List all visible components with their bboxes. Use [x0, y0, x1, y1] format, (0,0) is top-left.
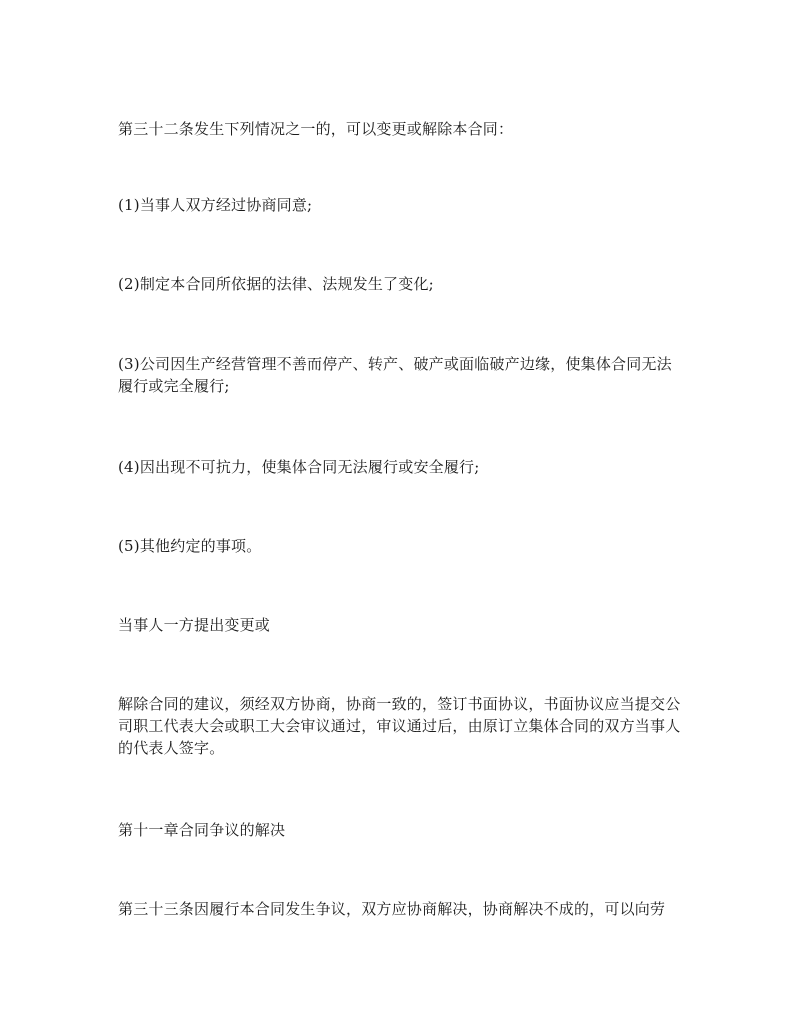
list-item-3: (3)公司因生产经营管理不善而停产、转产、破产或面临破产边缘，使集体合同无法履行或完全履行;: [118, 355, 672, 395]
list-item-5: (5)其他约定的事项。: [118, 537, 262, 555]
article-33-paragraph: 第三十三条因履行本合同发生争议，双方应协商解决，协商解决不成的，可以向劳: [118, 900, 666, 918]
list-item-2: (2)制定本合同所依据的法律、法规发生了变化;: [118, 275, 434, 293]
paragraph-termination-procedure: 解除合同的建议，须经双方协商，协商一致的，签订书面协议，书面协议应当提交公司职工代表大会或职工大会审议通过，审议通过后，由原订立集体合同的双方当事人的代表人签字。: [118, 695, 681, 757]
chapter-11-heading: 第十一章合同争议的解决: [118, 821, 286, 839]
list-item-4: (4)因出现不可抗力，使集体合同无法履行或安全履行;: [118, 458, 480, 476]
article-32-heading: 第三十二条发生下列情况之一的，可以变更或解除本合同：: [118, 120, 514, 138]
list-item-1: (1)当事人双方经过协商同意;: [118, 196, 313, 214]
paragraph-proposal: 当事人一方提出变更或: [118, 616, 271, 634]
